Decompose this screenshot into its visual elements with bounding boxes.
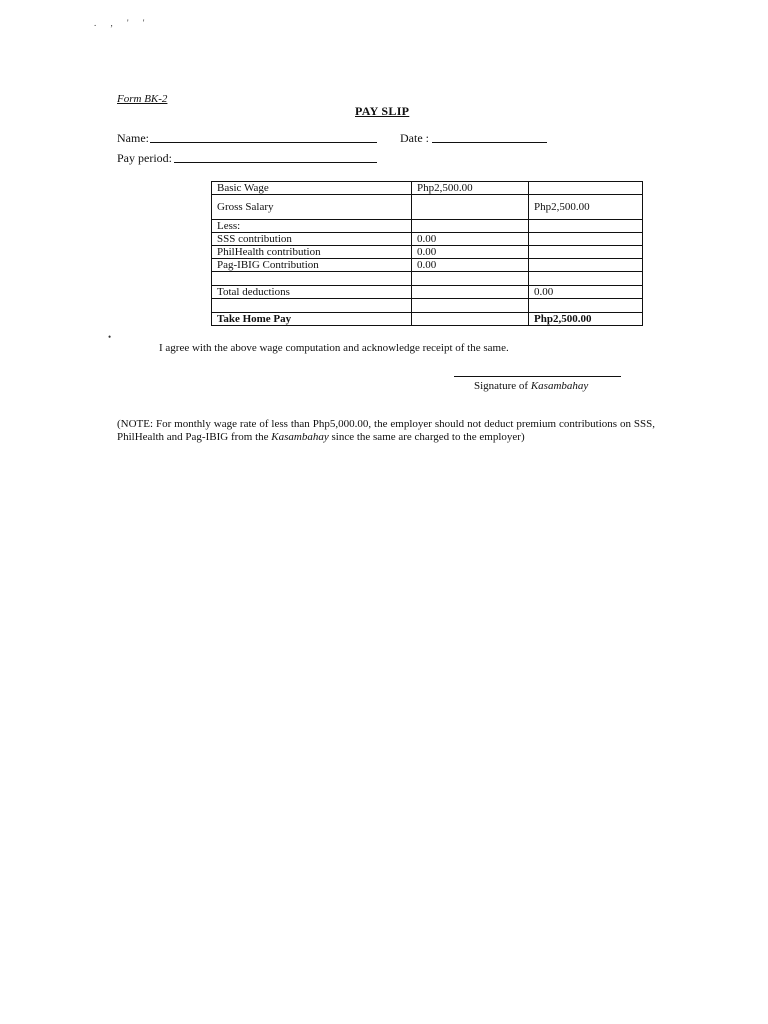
blank-amount	[412, 272, 529, 286]
name-label: Name:	[117, 131, 149, 145]
total-deductions-label: Total deductions	[212, 286, 412, 299]
pay-table	[211, 181, 643, 326]
signature-label	[474, 380, 588, 392]
scan-artifact-dot: •	[108, 332, 112, 342]
blank-2-amount	[412, 299, 529, 313]
total-deductions-amount	[412, 286, 529, 299]
table-row-take-home-pay	[212, 313, 643, 326]
name-field[interactable]	[150, 142, 377, 143]
blank-total	[529, 272, 643, 286]
note-emphasis: Kasambahay	[271, 431, 329, 443]
gross-salary-amount	[412, 195, 529, 220]
table-row-sss	[212, 233, 643, 246]
blank-2-total	[529, 299, 643, 313]
take-home-pay-label: Take Home Pay	[212, 313, 412, 326]
less-amount	[412, 220, 529, 233]
signature-line[interactable]	[454, 376, 621, 377]
pagibig-total	[529, 259, 643, 272]
note-text	[117, 418, 655, 444]
take-home-pay-amount	[412, 313, 529, 326]
table-row-total-deductions	[212, 286, 643, 299]
note-part2: since the same are charged to the employer)	[328, 431, 525, 443]
blank-2-label	[212, 299, 412, 313]
signature-prefix: Signature of	[474, 380, 531, 392]
gross-salary-total: Php2,500.00	[529, 195, 643, 220]
sss-amount: 0.00	[412, 233, 529, 246]
total-deductions-total: 0.00	[529, 286, 643, 299]
date-label: Date :	[400, 131, 429, 145]
table-row-pagibig	[212, 259, 643, 272]
signature-role: Kasambahay	[530, 380, 589, 392]
table-row-blank	[212, 272, 643, 286]
table-row-blank-2	[212, 299, 643, 313]
basic-wage-total	[529, 182, 643, 195]
table-row-gross-salary	[212, 195, 643, 220]
blank-label	[212, 272, 412, 286]
sss-total	[529, 233, 643, 246]
philhealth-label: PhilHealth contribution	[212, 246, 412, 259]
page-title: PAY SLIP	[355, 104, 410, 118]
scan-artifact-marks: . , ' '	[94, 18, 151, 28]
table-row-basic-wage	[212, 182, 643, 195]
pay-period-field[interactable]	[174, 162, 377, 163]
pagibig-amount: 0.00	[412, 259, 529, 272]
basic-wage-amount: Php2,500.00	[412, 182, 529, 195]
less-label: Less:	[212, 220, 412, 233]
table-row-philhealth	[212, 246, 643, 259]
philhealth-amount: 0.00	[412, 246, 529, 259]
take-home-pay-total: Php2,500.00	[529, 313, 643, 326]
form-code: Form BK-2	[117, 93, 168, 105]
pagibig-label: Pag-IBIG Contribution	[212, 259, 412, 272]
agreement-text: I agree with the above wage computation and acknowledge receipt of the same.	[159, 342, 509, 354]
note-part1: (NOTE: For monthly wage rate of less than Php5,000.00, the employer should not deduct premium contributions on SSS, PhilHealth and Pag-IBIG from the	[117, 418, 655, 443]
philhealth-total	[529, 246, 643, 259]
pay-period-label: Pay period:	[117, 151, 172, 165]
date-field[interactable]	[432, 142, 547, 143]
table-row-less	[212, 220, 643, 233]
gross-salary-label: Gross Salary	[212, 195, 412, 220]
basic-wage-label: Basic Wage	[212, 182, 412, 195]
sss-label: SSS contribution	[212, 233, 412, 246]
less-total	[529, 220, 643, 233]
